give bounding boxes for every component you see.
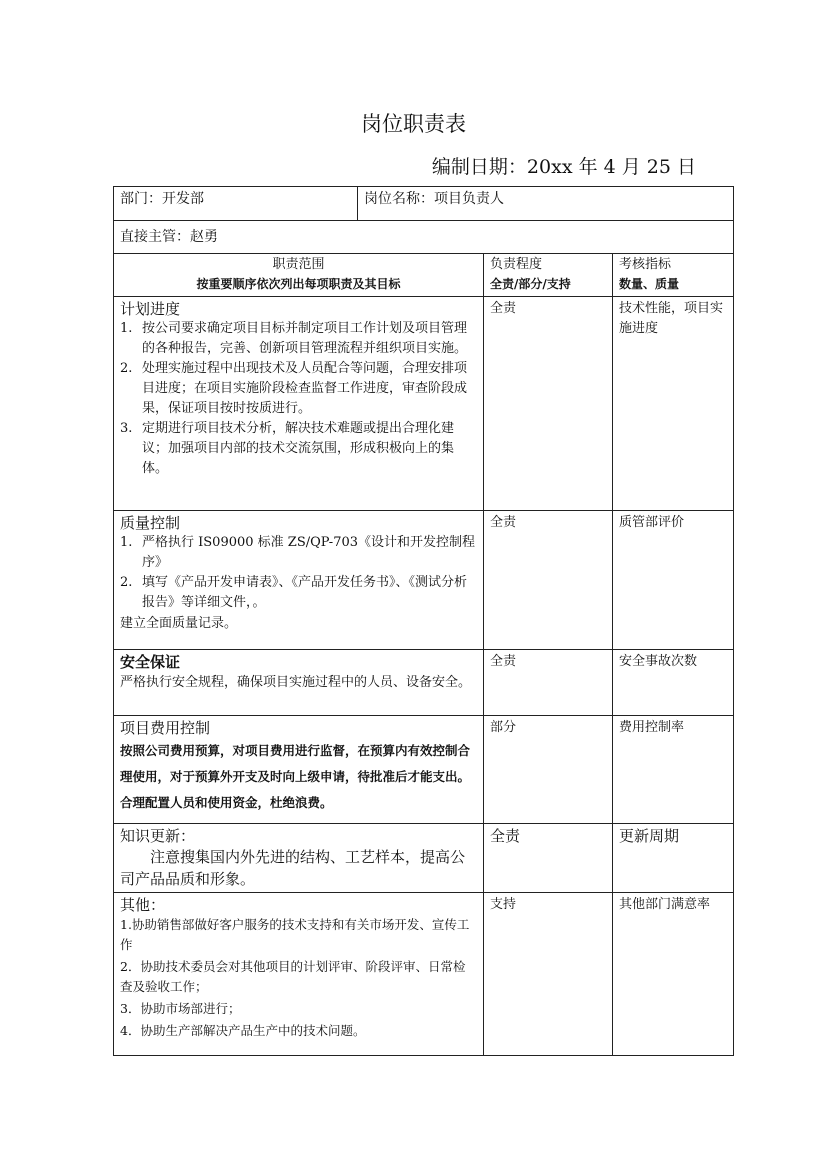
supervisor-cell <box>114 221 734 254</box>
plan-title: 计划进度 <box>120 300 181 318</box>
knowledge-text: 注意搜集国内外先进的结构、工艺样本，提高公司产品品质和形象。 <box>120 848 466 888</box>
list-item: 2. 填写《产品开发申请表》、《产品开发任务书》、《测试分析报告》等详细文件，。 <box>120 575 468 610</box>
list-item: 2．协助技术委员会对其他项目的计划评审、阶段评审、日常检查及验收工作； <box>120 959 466 994</box>
table-row <box>114 511 734 650</box>
header-degree <box>484 254 613 297</box>
quality-kpi: 质管部评价 <box>613 511 734 650</box>
knowledge-degree: 全责 <box>484 824 613 893</box>
table-row <box>114 297 734 511</box>
list-item: 1. 按公司要求确定项目目标并制定项目工作计划及项目管理的各种报告，完善、创新项目管理流程并组织项目实施。 <box>120 321 468 356</box>
safety-title: 安全保证 <box>120 653 181 671</box>
knowledge-title: 知识更新： <box>120 827 196 845</box>
quality-degree: 全责 <box>484 511 613 650</box>
header-kpi-sub: 数量、质量 <box>619 277 680 291</box>
header-degree-label: 负责程度 <box>490 257 543 272</box>
supervisor: 直接主管：赵勇 <box>120 229 218 245</box>
header-scope <box>114 254 484 297</box>
cost-degree: 部分 <box>484 716 613 824</box>
safety-text: 严格执行安全规程，确保项目实施过程中的人员、设备安全。 <box>120 675 472 690</box>
other-title: 其他： <box>120 896 166 914</box>
cost-kpi: 费用控制率 <box>613 716 734 824</box>
safety-degree: 全责 <box>484 650 613 716</box>
table-row <box>114 650 734 716</box>
table-row <box>114 716 734 824</box>
header-degree-sub: 全责/部分/支持 <box>490 277 571 291</box>
department-cell <box>114 187 358 221</box>
compile-date: 编制日期：20xx 年 4 月 25 日 <box>431 156 696 178</box>
list-item: 3. 定期进行项目技术分析，解决技术难题或提出合理化建议；加强项目内部的技术交流氛围，形成积极向上的集体。 <box>120 421 455 476</box>
knowledge-scope <box>114 824 484 893</box>
plan-kpi: 技术性能，项目实施进度 <box>613 297 734 511</box>
table-row <box>114 824 734 893</box>
list-item: 3．协助市场部进行； <box>120 1001 241 1016</box>
plan-scope <box>114 297 484 511</box>
quality-extra: 建立全面质量记录。 <box>120 616 238 631</box>
plan-degree: 全责 <box>484 297 613 511</box>
table-row <box>114 893 734 1056</box>
cost-text: 按照公司费用预算，对项目费用进行监督，在预算内有效控制合理使用，对于预算外开支及时向上级申请，待批准后才能支出。合理配置人员和使用资金，杜绝浪费。 <box>120 743 471 810</box>
quality-title: 质量控制 <box>120 514 181 532</box>
list-item: 4．协助生产部解决产品生产中的技术问题。 <box>120 1023 366 1038</box>
plan-items <box>120 319 477 479</box>
header-kpi-label: 考核指标 <box>619 257 672 272</box>
other-scope <box>114 893 484 1056</box>
header-scope-sub: 按重要顺序依次列出每项职责及其目标 <box>196 277 401 291</box>
other-degree: 支持 <box>484 893 613 1056</box>
page-title: 岗位职责表 <box>361 112 466 136</box>
quality-scope <box>114 511 484 650</box>
duty-table <box>113 186 734 1056</box>
position-cell <box>358 187 734 221</box>
list-item: 2. 处理实施过程中出现技术及人员配合等问题，合理安排项目进度；在项目实施阶段检查监督工作进度，审查阶段成果，保证项目按时按质进行。 <box>120 361 468 416</box>
cost-title: 项目费用控制 <box>120 719 211 737</box>
header-kpi <box>613 254 734 297</box>
list-item: 1.协助销售部做好客户服务的技术支持和有关市场开发、宣传工作 <box>120 917 470 952</box>
knowledge-kpi: 更新周期 <box>613 824 734 893</box>
quality-items <box>120 533 477 613</box>
other-kpi: 其他部门满意率 <box>613 893 734 1056</box>
safety-kpi: 安全事故次数 <box>613 650 734 716</box>
position-name: 岗位名称：项目负责人 <box>364 191 504 207</box>
header-scope-label: 职责范围 <box>272 257 325 272</box>
safety-scope <box>114 650 484 716</box>
list-item: 1. 严格执行 IS09000 标准 ZS/QP-703《设计和开发控制程序》 <box>120 535 476 570</box>
department: 部门：开发部 <box>120 191 204 207</box>
cost-scope <box>114 716 484 824</box>
